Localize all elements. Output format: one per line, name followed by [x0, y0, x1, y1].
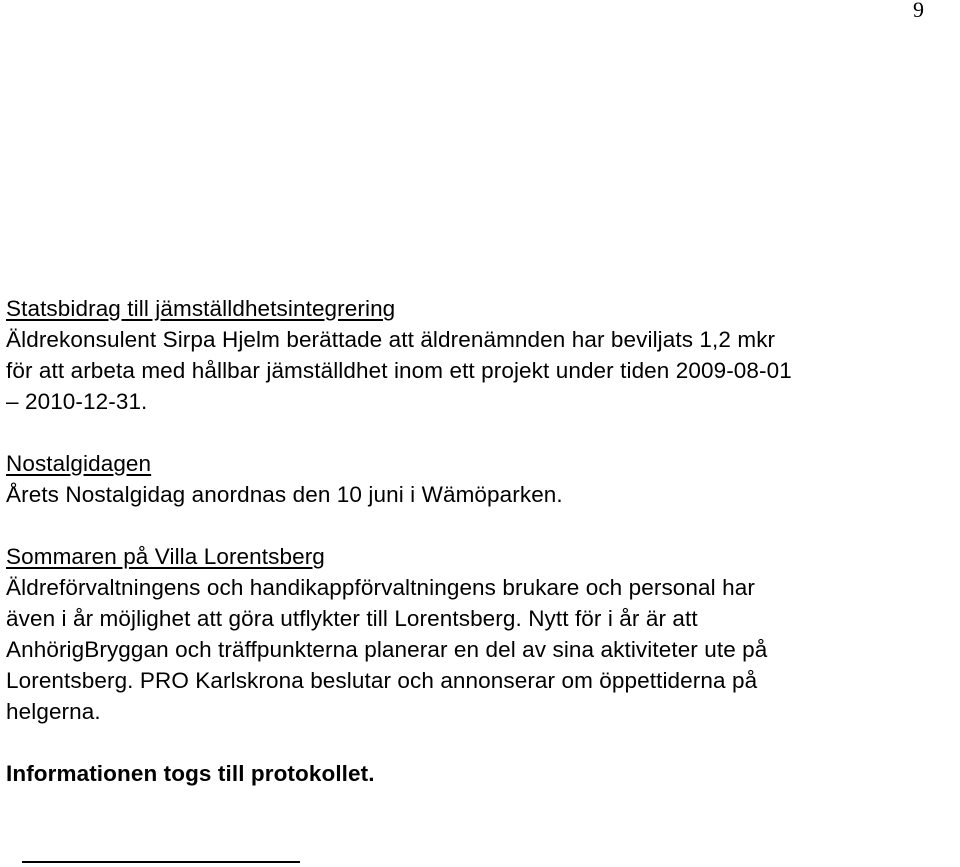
- paragraph-line: Årets Nostalgidag anordnas den 10 juni i Wämöparken.: [6, 482, 563, 507]
- paragraph-line: Äldrekonsulent Sirpa Hjelm berättade att äldrenämnden har beviljats 1,2 mkr: [6, 327, 776, 352]
- page-number: 9: [913, 0, 924, 22]
- section-heading: Statsbidrag till jämställdhetsintegrering: [6, 296, 396, 321]
- paragraph-line: Äldreförvaltningens och handikappförvaltningens brukare och personal har: [6, 575, 755, 600]
- paragraph-line: AnhörigBryggan och träffpunkterna planerar en del av sina aktiviteter ute på: [6, 637, 768, 662]
- section-heading: Sommaren på Villa Lorentsberg: [6, 544, 325, 569]
- paragraph-line: Lorentsberg. PRO Karlskrona beslutar och annonserar om öppettiderna på: [6, 668, 758, 693]
- document-body: [6, 293, 956, 789]
- section-statsbidrag: [6, 293, 956, 417]
- section-nostalgidagen: [6, 448, 956, 510]
- section-paragraph: [6, 572, 956, 727]
- section-paragraph: [6, 324, 956, 417]
- footer-divider: [22, 861, 300, 863]
- conclusion-statement: Informationen togs till protokollet.: [6, 761, 375, 786]
- paragraph-line: för att arbeta med hållbar jämställdhet inom ett projekt under tiden 2009-08-01: [6, 358, 792, 383]
- paragraph-line: även i år möjlighet att göra utflykter till Lorentsberg. Nytt för i år är att: [6, 606, 698, 631]
- section-heading: Nostalgidagen: [6, 451, 152, 476]
- paragraph-line: – 2010-12-31.: [6, 389, 148, 414]
- section-paragraph: [6, 479, 956, 510]
- section-villa-lorentsberg: [6, 541, 956, 727]
- paragraph-line: helgerna.: [6, 699, 101, 724]
